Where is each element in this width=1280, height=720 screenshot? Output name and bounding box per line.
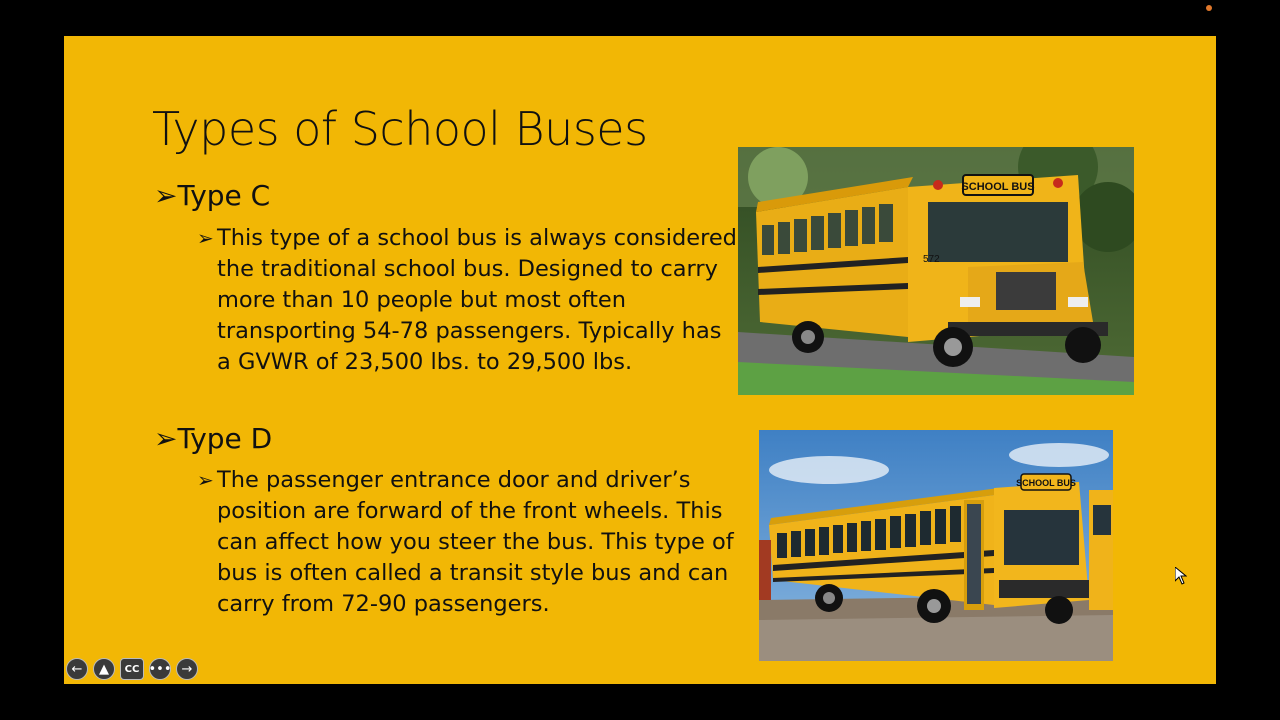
svg-text:572: 572 (923, 254, 940, 265)
section-heading: Type D (177, 422, 273, 455)
more-icon[interactable]: ••• (149, 658, 171, 680)
section-heading: Type C (177, 179, 271, 212)
arrow-left-icon[interactable]: ← (66, 658, 88, 680)
cc-button[interactable]: CC (120, 658, 144, 680)
status-dot (1206, 5, 1212, 11)
cursor-icon (1175, 567, 1187, 585)
pen-icon[interactable]: ▲ (93, 658, 115, 680)
section-body: This type of a school bus is always considered the traditional school bus. Designed to carry more than 10 people but most often transporting 54-78 passengers. Typically has a GVWR of 23,500 lbs. to 29,500 lbs. (217, 225, 737, 375)
presentation-nav (66, 657, 198, 681)
svg-text:SCHOOL BUS: SCHOOL BUS (961, 181, 1035, 193)
bullet-type-d-body (197, 465, 737, 620)
slide-title: Types of School Buses (152, 102, 648, 156)
arrow-right-icon[interactable]: → (176, 658, 198, 680)
bullet-type-c-body (197, 223, 737, 378)
section-body: The passenger entrance door and driver’s position are forward of the front wheels. This can affect how you steer the bus. This type of bus is often called a transit style bus and can carry from 72-90 passengers. (217, 467, 734, 617)
type-c-school-bus-photo (738, 147, 1134, 395)
svg-text:SCHOOL BUS: SCHOOL BUS (1016, 478, 1076, 488)
bullet-type-c (154, 179, 271, 212)
bullet-arrow-icon: ➢ (197, 468, 214, 492)
bullet-arrow-icon: ➢ (154, 422, 178, 455)
slide-canvas (64, 36, 1216, 684)
type-d-school-bus-photo (759, 430, 1113, 661)
bullet-type-d (154, 422, 273, 455)
bullet-arrow-icon: ➢ (154, 179, 178, 212)
bullet-arrow-icon: ➢ (197, 226, 214, 250)
